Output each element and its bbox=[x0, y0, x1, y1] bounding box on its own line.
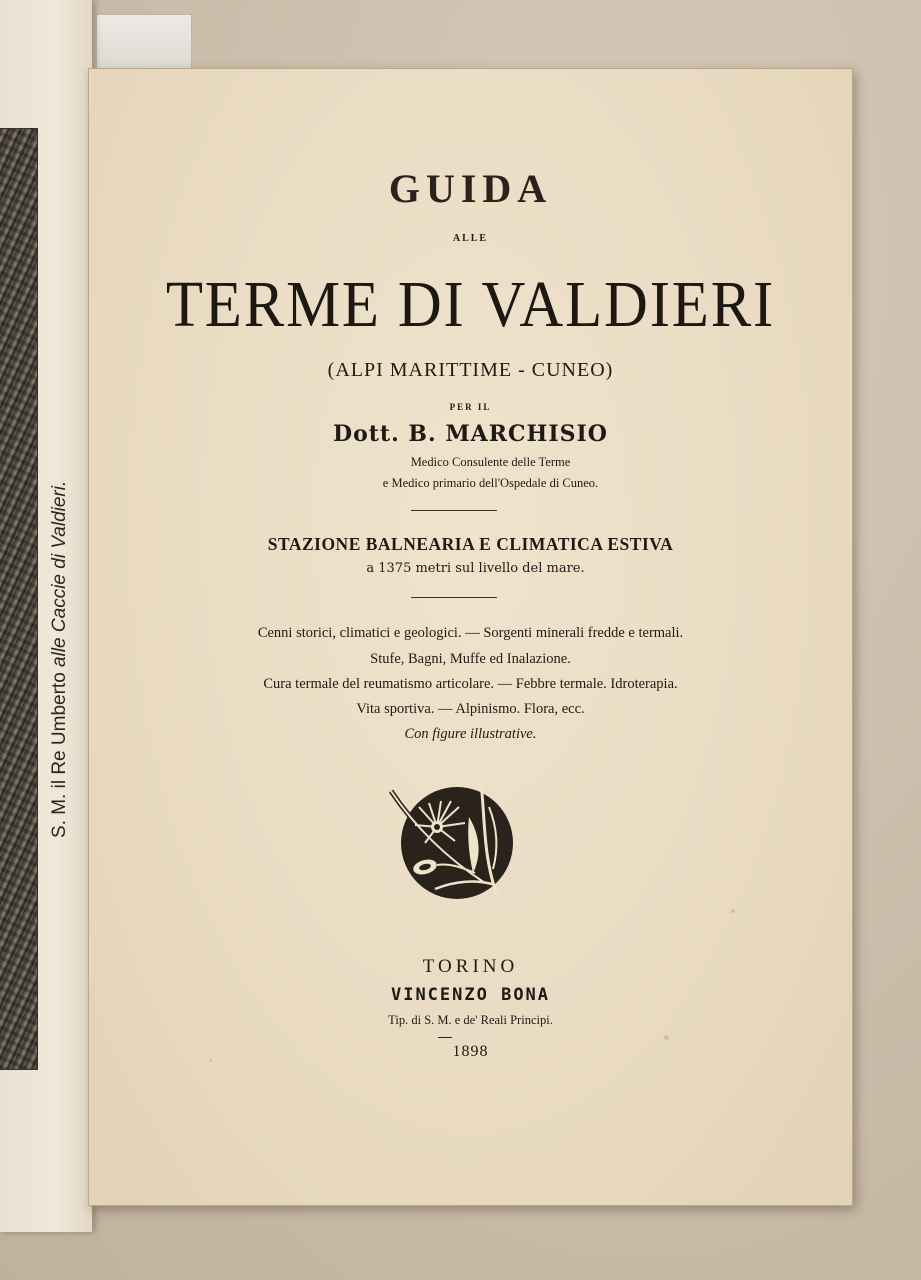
left-page bbox=[0, 0, 93, 1232]
divider-rule bbox=[411, 597, 497, 598]
frontispiece-caption bbox=[46, 378, 74, 838]
contents-line: Stufe, Bagni, Muffe ed Inalazione. bbox=[370, 651, 571, 667]
contents-line: Vita sportiva. — Alpinismo. Flora, ecc. bbox=[356, 701, 585, 717]
frontispiece-photo bbox=[0, 128, 38, 1070]
location-line: (ALPI MARITTIME - CUNEO) bbox=[327, 359, 614, 381]
station-line: STAZIONE BALNEARIA E CLIMATICA ESTIVA bbox=[267, 534, 674, 554]
flower-emblem-icon bbox=[385, 777, 523, 907]
title-main: TERME DI VALDIERI bbox=[165, 268, 776, 341]
contents-line-italic: Con figure illustrative. bbox=[404, 726, 537, 742]
foxing-spot bbox=[664, 1035, 669, 1040]
author-name: Dott. B. MARCHISIO bbox=[333, 421, 608, 447]
author-affiliation-1: Medico Consulente delle Terme bbox=[410, 455, 571, 469]
caption-italic: alle Caccie di Valdieri. bbox=[49, 480, 70, 667]
altitude-line: a 1375 metri sul livello del mare. bbox=[366, 561, 585, 576]
contents-line: Cura termale del reumatismo articolare. — Febbre termale. Idroterapia. bbox=[263, 676, 678, 692]
imprint-dash bbox=[438, 1037, 452, 1038]
author-affiliation-2: e Medico primario dell'Ospedale di Cuneo. bbox=[382, 476, 599, 490]
contents-line: Cenni storici, climatici e geologici. — Sorgenti minerali fredde e termali. bbox=[257, 625, 684, 641]
title-guida: GUIDA bbox=[388, 166, 553, 211]
caption-regular: S. M. il Re Umberto bbox=[49, 666, 70, 838]
imprint-publisher: VINCENZO BONA bbox=[390, 985, 551, 1005]
by-line: PER IL bbox=[449, 402, 492, 412]
imprint-printer-note: Tip. di S. M. e de' Reali Principi. bbox=[388, 1013, 553, 1027]
divider-rule bbox=[411, 510, 497, 511]
imprint-city: TORINO bbox=[422, 956, 519, 977]
title-page bbox=[88, 68, 853, 1206]
foxing-spot bbox=[731, 909, 735, 913]
imprint-year: 1898 bbox=[452, 1043, 489, 1060]
title-connector: ALLE bbox=[452, 233, 489, 244]
